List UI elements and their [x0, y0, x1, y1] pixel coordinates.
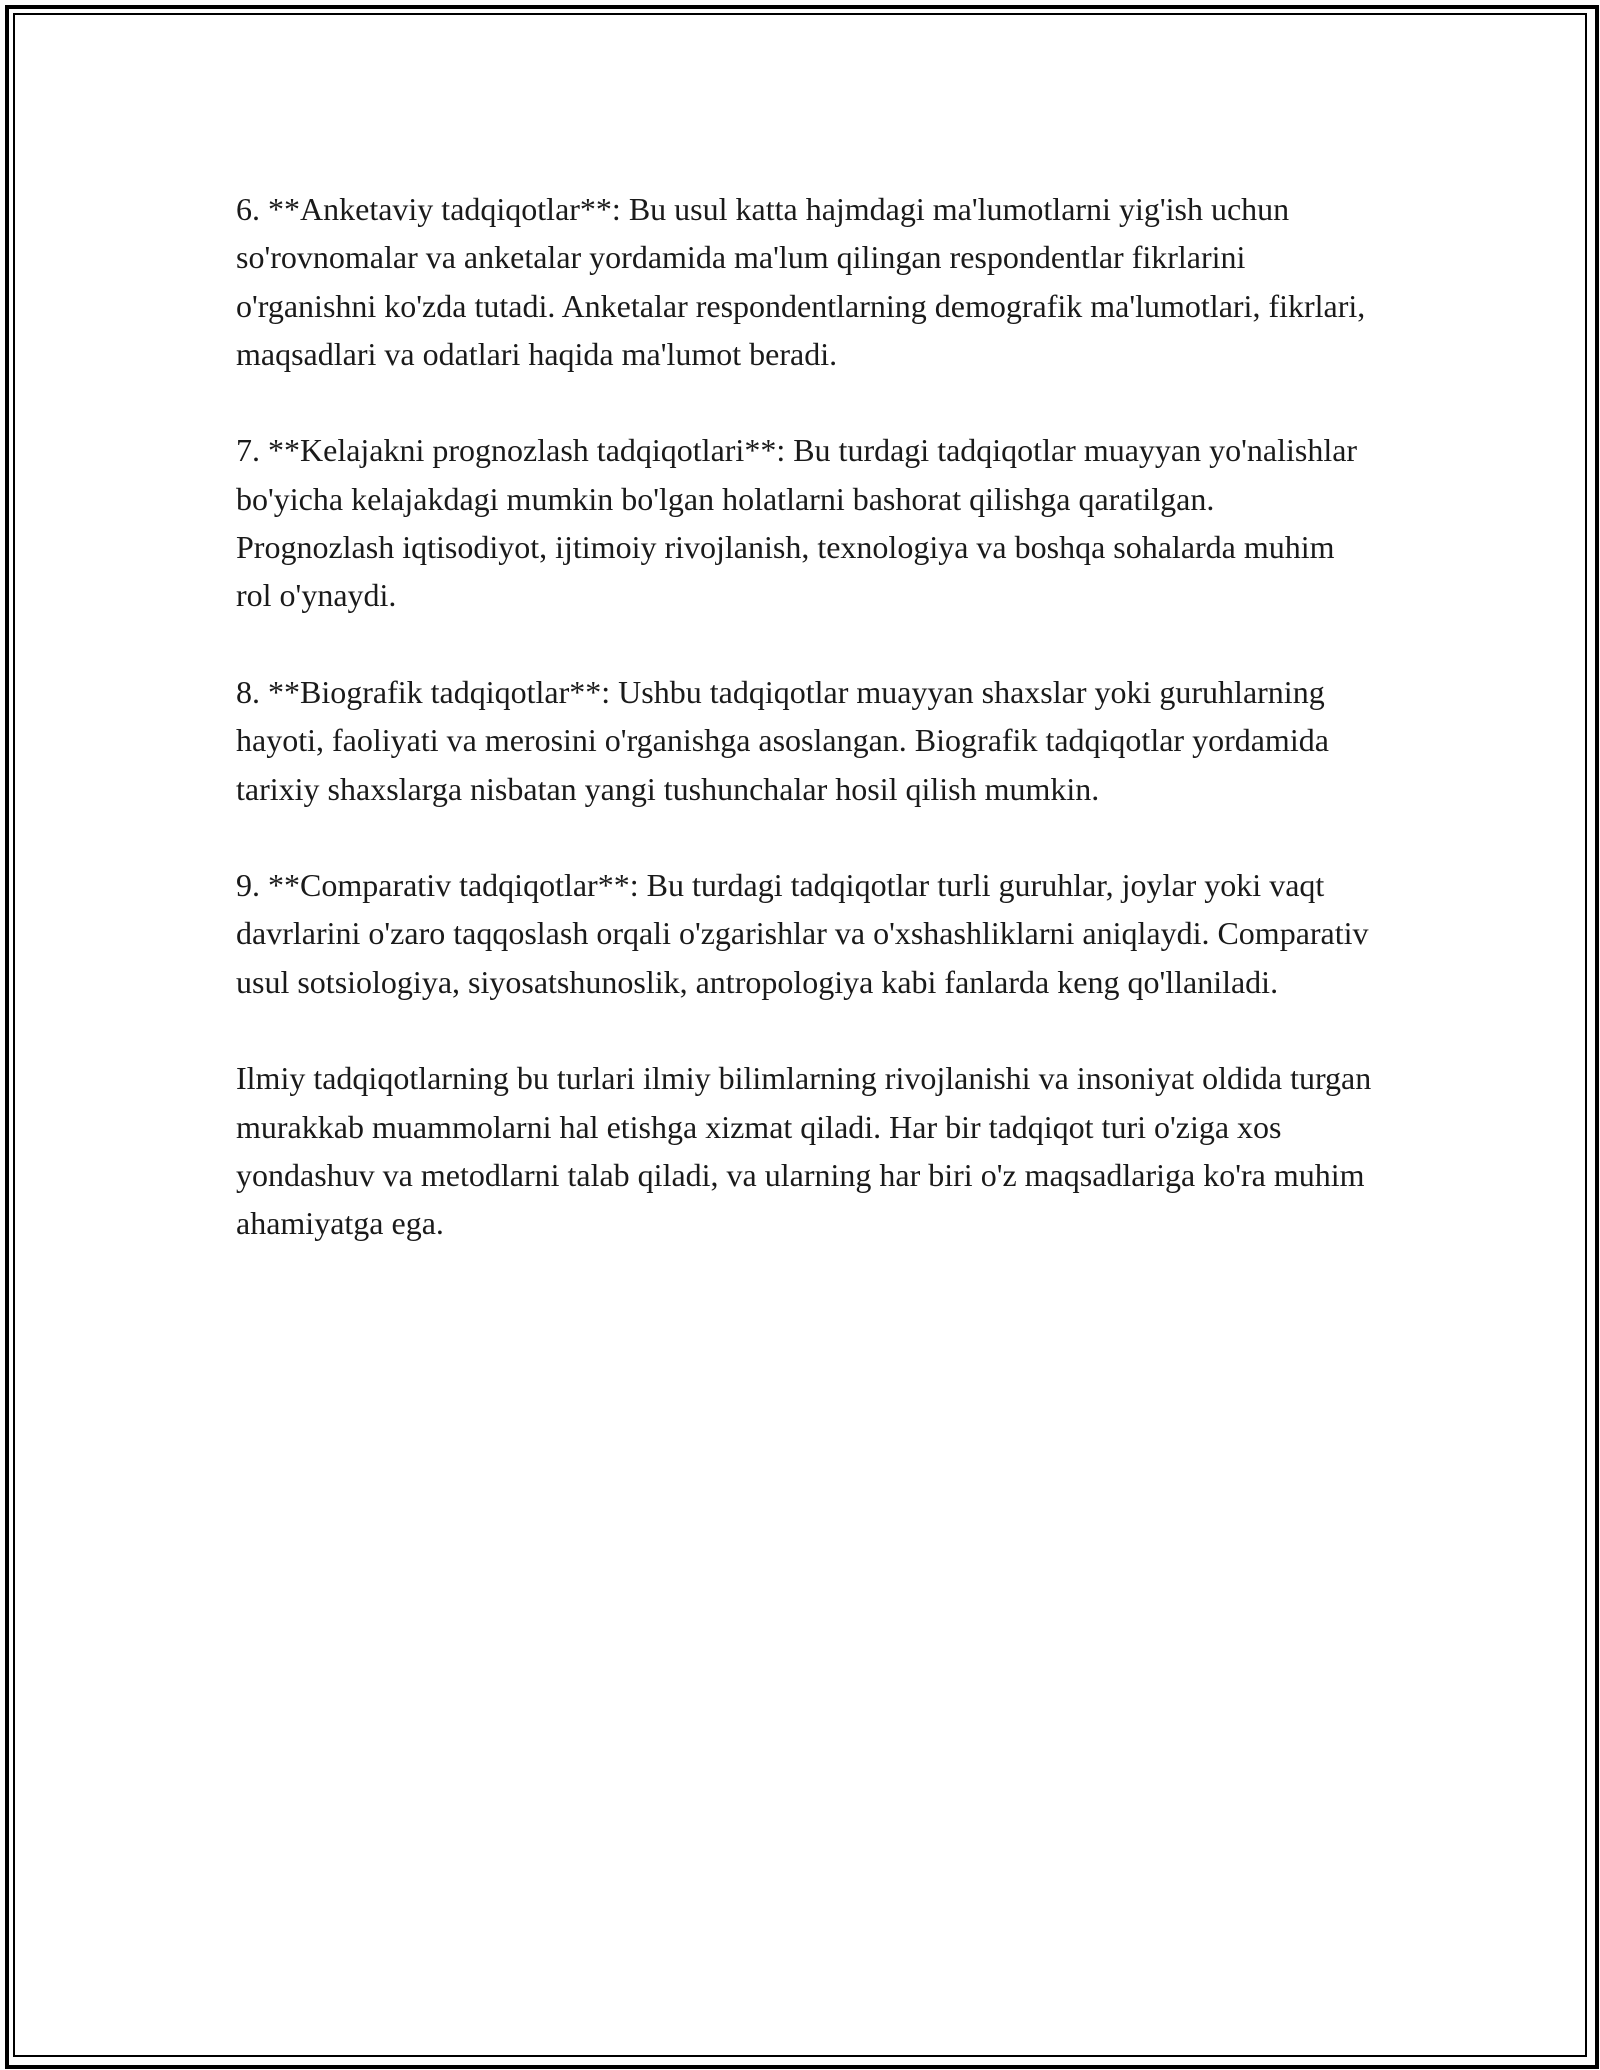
paragraph-conclusion: Ilmiy tadqiqotlarning bu turlari ilmiy bilimlarning rivojlanishi va insoniyat oldida turgan murakkab muammolarni hal etishga xizmat qiladi. Har bir tadqiqot turi o'ziga xos yondashuv va metodlarni talab qiladi, va ularning har biri o'z maqsadlariga ko'ra muhim ahamiyatga ega.: [236, 1060, 1372, 1242]
paragraph-biografik: 8. **Biografik tadqiqotlar**: Ushbu tadqiqotlar muayyan shaxslar yoki guruhlarning hayoti, faoliyati va merosini o'rganishga asoslangan. Biografik tadqiqotlar yordamida tarixiy shaxslarga nisbatan yangi tushunchalar hosil qilish mumkin.: [236, 673, 1329, 807]
paragraph-prognozlash: 7. **Kelajakni prognozlash tadqiqotlari**: Bu turdagi tadqiqotlar muayyan yo'nalishlar bo'yicha kelajakdagi mumkin bo'lgan holatlarni bashorat qilishga qaratilgan. Prognozlash iqtisodiyot, ijtimoiy rivojlanish, texnologiya va boshqa sohalarda muhim rol o'ynaydi.: [236, 432, 1358, 614]
document-body: [236, 185, 1376, 1296]
paragraph-anketaviy: 6. **Anketaviy tadqiqotlar**: Bu usul katta hajmdagi ma'lumotlarni yig'ish uchun so'rovnomalar va anketalar yordamida ma'lum qilingan respondentlar fikrlarini o'rganishni ko'zda tutadi. Anketalar respondentlarning demografik ma'lumotlari, fikrlari, maqsadlari va odatlari haqida ma'lumot beradi.: [236, 191, 1366, 372]
paragraph-comparativ: 9. **Comparativ tadqiqotlar**: Bu turdagi tadqiqotlar turli guruhlar, joylar yoki vaqt davrlarini o'zaro taqqoslash orqali o'zgarishlar va o'xshashliklarni aniqlaydi. Comparativ usul sotsiologiya, siyosatshunoslik, antropologiya kabi fanlarda keng qo'llaniladi.: [236, 867, 1369, 1000]
